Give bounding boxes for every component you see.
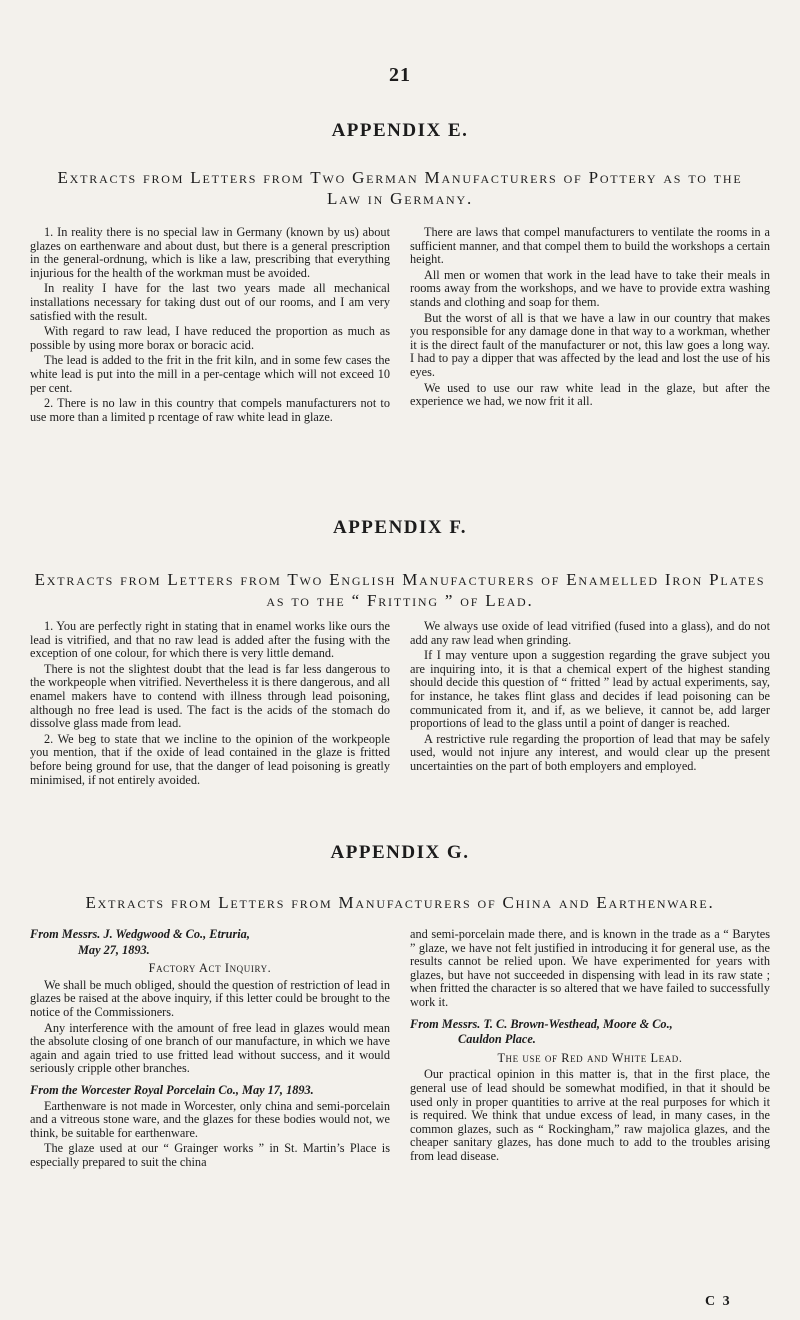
paragraph: and semi-porcelain made there, and is known in the trade as a “ Barytes ” glaze, we have not felt justified in introducing it for general use, as the results cannot be relied upon. We have experimented for years with glazes, but have not succeeded in dispensing with lead in its raw state ; when fritted the character is so altered that we have failed to successfully work it. [410, 927, 770, 1009]
appendix-f-heading-line1: Extracts from Letters from Two English Manufacturers of Enamelled Iron Plates [34, 570, 766, 589]
letter-subject: Factory Act Inquiry. [148, 961, 272, 976]
paragraph: 1. In reality there is no special law in Germany (known by us) about glazes on earthenware and about dust, but there is a general prescription in the general-ordnung, which is like a law, prescribing that everything injurious for the health of the workman must be avoided. [30, 225, 390, 280]
appendix-g-left-column [30, 928, 390, 1172]
appendix-f-left-column [30, 620, 390, 789]
appendix-e-heading-line2: Law in Germany. [326, 189, 474, 208]
appendix-e-right-column [410, 226, 770, 411]
appendix-f-heading [20, 569, 780, 611]
appendix-f-right-column [410, 620, 770, 776]
appendix-g-title: APPENDIX G. [330, 842, 470, 863]
page-number: 21 [389, 64, 411, 86]
paragraph: There is not the slightest doubt that the lead is far less dangerous to the workpeople when vitrified. Nevertheless it is there dangerous, and all enamel makers have to contend with illness through lead poisoning, although no free lead is used. The fact is the acids of the stomach do dissolve glass made from lead. [30, 661, 390, 731]
paragraph: The glaze used at our “ Grainger works ” in St. Martin’s Place is especially prepared to suit the china [30, 1141, 390, 1169]
paragraph: 2. There is no law in this country that compels manufacturers not to use more than a limited p rcentage of raw white lead in glaze. [30, 396, 390, 424]
paragraph: A restrictive rule regarding the proportion of lead that may be safely used, would not injure any interest, and would clear up the present uncertainties on the part of both employers and employed. [410, 731, 770, 773]
signature-mark: C 3 [705, 1294, 732, 1309]
paragraph: If I may venture upon a suggestion regarding the grave subject you are inquiring into, it is that a chemical expert of the highest standing should decide this question of “ fritted ” lead by actual experiments, say, for instance, he takes flint glass and decides if lead poisoning can be communicated from it, and if, as we believe, it cannot be, add larger proportions of lead to the glass until a point of danger is reached. [410, 648, 770, 731]
letter-place: Cauldon Place. [458, 1032, 536, 1047]
appendix-e-left-column [30, 226, 390, 426]
appendix-f-title: APPENDIX F. [332, 517, 468, 538]
paragraph: 2. We beg to state that we incline to the opinion of the workpeople you mention, that if the oxide of lead contained in the glaze is fritted before being ground for use, that the danger of lead poisoning is greatly minimised, if not entirely avoided. [30, 731, 390, 787]
letter-sender: From the Worcester Royal Porcelain Co., May 17, 1893. [30, 1082, 314, 1097]
appendix-g-right-column [410, 928, 770, 1166]
paragraph: All men or women that work in the lead have to take their meals in rooms away from the workshops, and we have to provide extra washing stands and clothing and soap for them. [410, 267, 770, 309]
paragraph: There are laws that compel manufacturers to ventilate the rooms in a sufficient manner, and that compel them to build the workshops a certain height. [410, 225, 770, 267]
paragraph: But the worst of all is that we have a law in our country that makes you responsible for any damage done in that way to a workman, whether it is the direct fault of the manufacturer or not, this law goes a long way. I had to pay a dipper that was affected by the lead and lost the use of his eyes. [410, 310, 770, 379]
appendix-e-heading-line1: Extracts from Letters from Two German Manufacturers of Pottery as to the [57, 168, 743, 187]
paragraph: Our practical opinion in this matter is, that in the first place, the general use of lead should be somewhat modified, in that it should be used only in proper quantities to arrive at the real purposes for which it is required. We think that undue excess of lead, in many cases, in the common glazes, such as “ Rockingham,” raw majolica glazes, and the cheaper sanitary glazes, has done much to add to the troubles arising from lead disease. [410, 1067, 770, 1163]
paragraph: We shall be much obliged, should the question of restriction of lead in glazes be raised at the above inquiry, if this letter could be brought to the notice of the Commissioners. [30, 977, 390, 1019]
letter-date: May 27, 1893. [78, 942, 150, 957]
paragraph: The lead is added to the frit in the frit kiln, and in some few cases the white lead is put into the mill in a per-centage which will not exceed 10 per cent. [30, 353, 390, 395]
paragraph: We used to use our raw white lead in the glaze, but after the experience we had, we now frit it all. [410, 380, 770, 409]
appendix-g-heading: Extracts from Letters from Manufacturers of China and Earthenware. [85, 893, 715, 912]
paragraph: In reality I have for the last two years made all mechanical installations necessary for taking dust out of our rooms, and I am very satisfied with the result. [30, 281, 390, 323]
letter-sender: From Messrs. J. Wedgwood & Co., Etruria, [30, 927, 250, 941]
paragraph: We always use oxide of lead vitrified (fused into a glass), and do not add any raw lead when grinding. [410, 619, 770, 647]
appendix-f-heading-line2: as to the “ Fritting ” of Lead. [266, 591, 534, 610]
paragraph: Earthenware is not made in Worcester, only china and semi-porcelain and a vitreous stone ware, and the glazes for these bodies would not, we think, be suitable for earthenware. [30, 1098, 390, 1140]
letter-subject: The use of Red and White Lead. [497, 1050, 683, 1065]
appendix-e-heading [20, 167, 780, 209]
appendix-e-title: APPENDIX E. [331, 120, 469, 141]
paragraph: 1. You are perfectly right in stating that in enamel works like ours the lead is vitrified, and that no raw lead is added after the fusing with the exception of one colour, for which there is very little demand. [30, 619, 390, 661]
paragraph: Any interference with the amount of free lead in glazes would mean the absolute closing of one branch of our manufacture, in which we have again and again tried to use fritted lead without success, and it would seriously cripple other branches. [30, 1020, 390, 1076]
paragraph: With regard to raw lead, I have reduced the proportion as much as possible by using more borax or boracic acid. [30, 324, 390, 352]
letter-sender: From Messrs. T. C. Brown-Westhead, Moore & Co., [410, 1016, 673, 1031]
